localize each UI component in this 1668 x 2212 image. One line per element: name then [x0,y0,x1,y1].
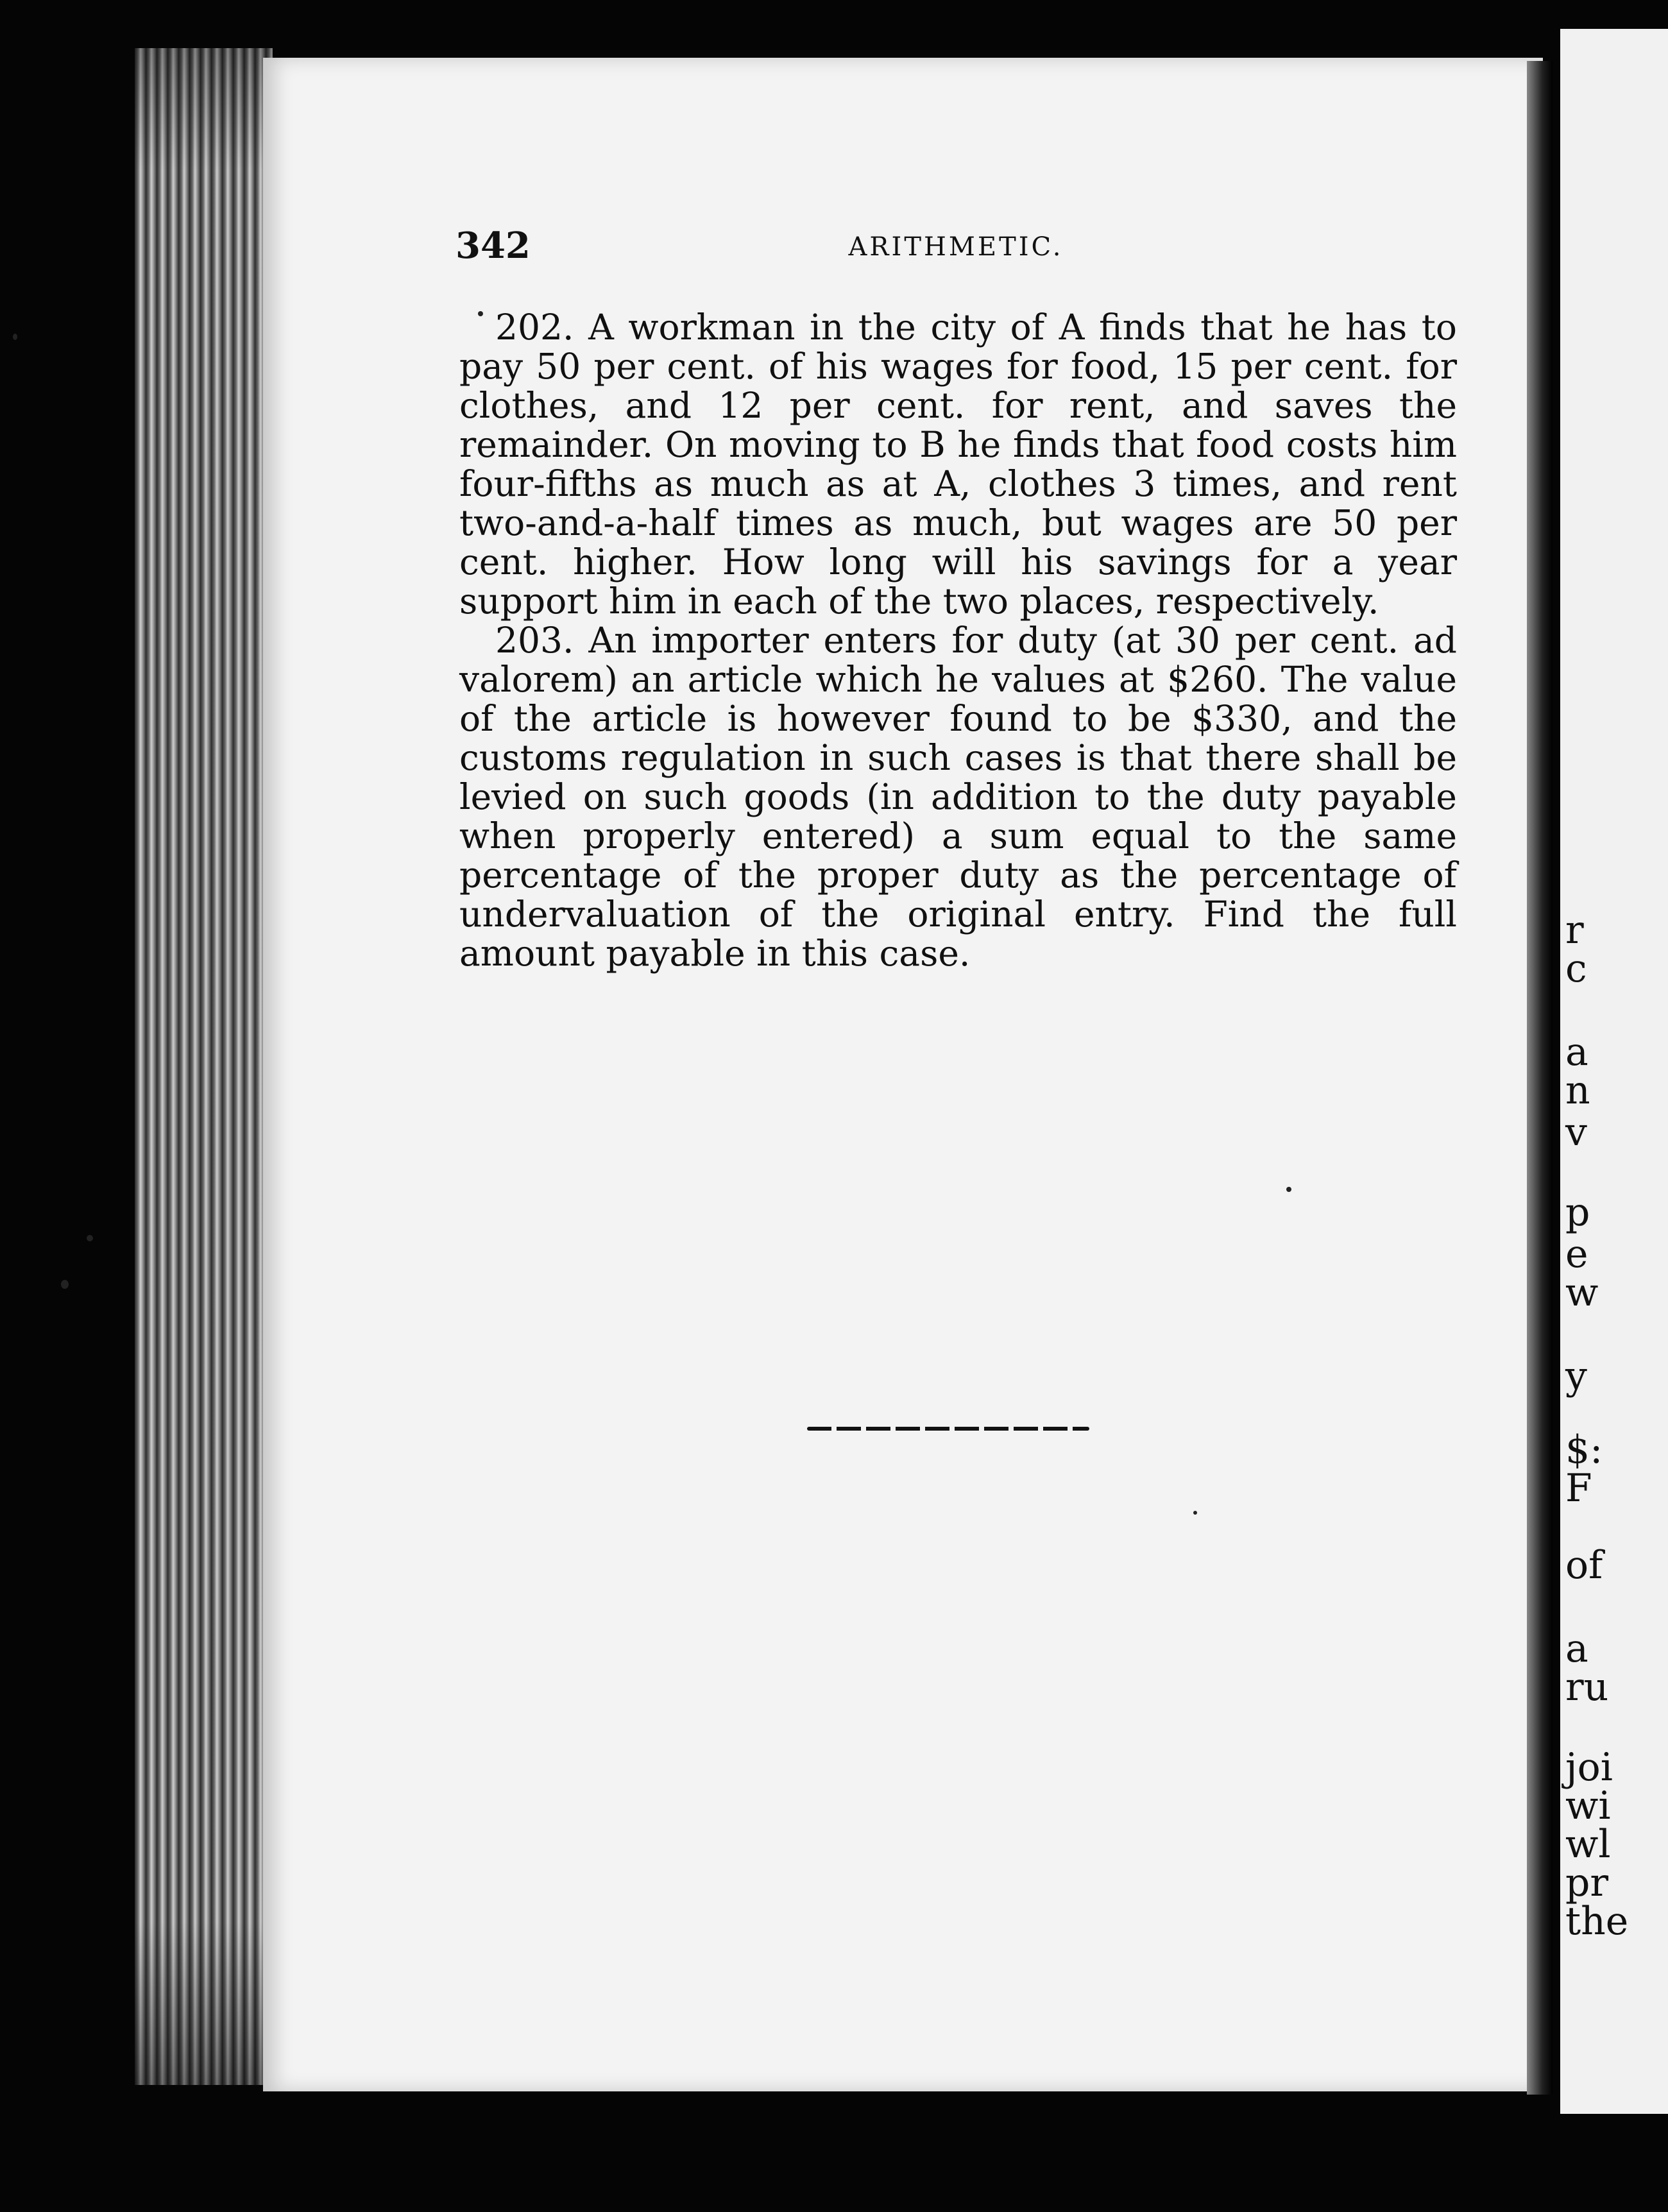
facing-page-fragment: wl [1565,1822,1611,1867]
problem-list [459,308,1457,973]
problem-text: A workman in the city of A finds that he has to pay 50 per cent. of his wages for food, 15 per cent. for clothes, and 12 per cent. for rent, and saves the remainder. On moving to B he finds that food costs him four-fifths as much as at A, clothes 3 times, and rent two-and-a-half times as much, but wages are 50 per cent. higher. How long will his savings for a year support him in each of the two places, respectively. [459,307,1457,622]
section-end-rule [807,1427,1089,1431]
scan-speck [1286,1187,1291,1192]
page-header [455,225,1456,282]
problem-number: 203. [495,620,574,661]
facing-page-fragment: F [1565,1466,1592,1511]
facing-page-fragment: pr [1565,1860,1609,1905]
problem-text: An importer enters for duty (at 30 per cent. ad valorem) an article which he values at $260. The value of the article is however found to be $330, and the customs regulation in such cases is that there shall be levied on such goods (in addition to the duty payable when properly entered) a sum equal to the same percentage of the proper duty as the percentage of undervaluation of the original entry. Find the full amount payable in this case. [459,620,1458,974]
scan-speck [478,311,483,316]
book-page-edges [135,48,273,2085]
page-number: 342 [455,225,531,267]
facing-page-fragment: $: [1565,1427,1603,1472]
facing-page-fragment: ru [1565,1665,1609,1710]
facing-page-fragment: a [1565,1030,1588,1075]
running-title: ARITHMETIC. [848,232,1064,262]
facing-page-fragment: w [1565,1270,1599,1315]
facing-page-fragment: the [1565,1899,1629,1944]
facing-page-fragment: joi [1565,1745,1613,1790]
scan-speck [13,334,17,340]
scan-speck [87,1235,93,1241]
facing-page-fragment: wi [1565,1783,1611,1828]
facing-page-fragment: r [1565,908,1584,953]
problem-203 [459,621,1457,973]
scan-speck [1193,1511,1197,1515]
facing-page-fragment: n [1565,1068,1590,1113]
problem-202 [459,308,1457,621]
facing-page-fragment: e [1565,1232,1588,1277]
facing-page-fragment: a [1565,1626,1588,1671]
problem-number: 202. [495,307,574,348]
facing-page-fragment: y [1565,1354,1587,1399]
scan-speck [61,1280,69,1289]
facing-page-fragment: p [1565,1190,1590,1235]
facing-page-fragment: of [1565,1543,1603,1588]
facing-page-fragment: v [1565,1110,1587,1155]
facing-page-fragment: c [1565,946,1587,991]
facing-page [1560,29,1668,2114]
book-gutter [1527,61,1553,2095]
